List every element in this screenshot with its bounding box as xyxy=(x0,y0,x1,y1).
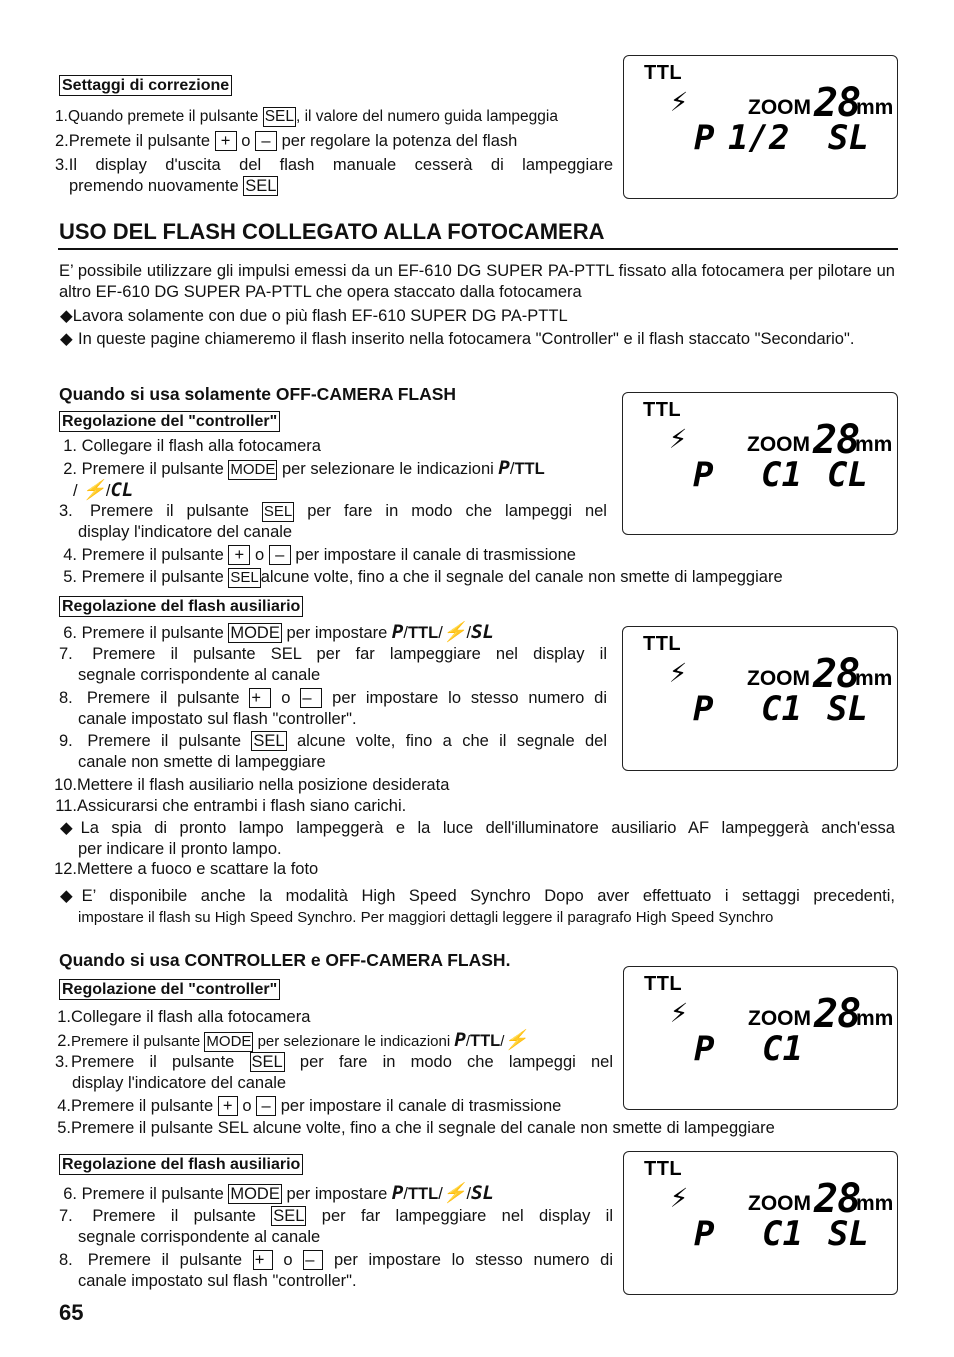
minus-key: – xyxy=(256,1096,276,1116)
diamond-icon: ◆ xyxy=(60,330,73,348)
corr-step-1: 1.Quando premete il pulsante SEL , il valore del numero guida lampeggia xyxy=(55,108,558,125)
corr-step-2: 2.Premete il pulsante + o – per regolare la potenza del flash xyxy=(55,132,518,150)
a-step-8: 8. Premere il pulsante + o – per impostare lo stesso numero di canale impostato sul flash "controller". xyxy=(59,689,608,728)
flash-wireless-icon: ⚡ xyxy=(670,995,689,1030)
a-step-9: 9. Premere il pulsante SEL alcune volte, fino a che il segnale del canale non smette di lampeggiare xyxy=(59,732,607,771)
a-step-1: 1. Collegare il flash alla fotocamera xyxy=(63,437,321,455)
sel-key: SEL xyxy=(273,1207,305,1225)
flash-wireless-icon: ⚡ xyxy=(669,655,688,690)
b-step-1: 1.Collegare il flash alla fotocamera xyxy=(57,1008,311,1026)
a-step-6: 6. Premere il pulsante MODE per impostare P/TTL/⚡/SL xyxy=(63,621,494,643)
lcd-display-5: TTL ⚡ ZOOM 28 mm P C1 SL xyxy=(623,1151,898,1295)
flash-wireless-icon: ⚡ xyxy=(442,1182,467,1204)
aux-header-2: Regolazione del flash ausiliario xyxy=(59,1154,303,1175)
a-step-3: 3. Premere il pulsante SEL per fare in modo che lampeggi nel display l'indicatore del canale xyxy=(59,502,607,541)
bullet-4: ◆E’ disponibile anche la modalità High Speed Synchro Dopo aver effettuato i settaggi precedenti, impostare il flash su High Speed Synchro. Per maggiori dettagli leggere il paragrafo High Speed Synchro xyxy=(60,887,895,926)
a-step-2-cont: / ⚡/CL xyxy=(73,479,134,501)
b-step-5: 5.Premere il pulsante SEL alcune volte, fino a che il segnale del canale non smette di lampeggiare xyxy=(57,1119,775,1137)
plus-key: + xyxy=(218,1096,238,1116)
sel-key: SEL xyxy=(263,503,293,520)
mode-key: MODE xyxy=(230,1185,280,1203)
b-step-2: 2.Premere il pulsante MODE per selezionare le indicazioni P/TTL/⚡ xyxy=(57,1029,529,1051)
flash-wireless-icon: ⚡ xyxy=(82,479,106,501)
sel-key: SEL xyxy=(245,177,277,195)
mode-key: MODE xyxy=(230,461,276,478)
mode-key: MODE xyxy=(230,624,280,642)
sel-key: SEL xyxy=(253,732,285,750)
correction-header: Settaggi di correzione xyxy=(59,75,232,96)
controller-header-2: Regolazione del "controller" xyxy=(59,979,280,1000)
flash-wireless-icon: ⚡ xyxy=(670,1180,689,1215)
b-step-8: 8. Premere il pulsante + o – per impostare lo stesso numero di canale impostato sul flash "controller". xyxy=(59,1251,613,1290)
section-title: USO DEL FLASH COLLEGATO ALLA FOTOCAMERA xyxy=(59,219,605,244)
diamond-icon: ◆ xyxy=(60,307,73,325)
sel-key: SEL xyxy=(251,1053,283,1071)
subtitle-off-camera: Quando si usa solamente OFF-CAMERA FLASH xyxy=(59,384,457,404)
corr-step-3: 3.Il display d'uscita del flash manuale cesserà di lampeggiare premendo nuovamente SEL xyxy=(55,156,613,195)
flash-wireless-icon: ⚡ xyxy=(442,621,467,643)
b-step-6: 6. Premere il pulsante MODE per impostare P/TTL/⚡/SL xyxy=(63,1182,494,1204)
flash-wireless-icon: ⚡ xyxy=(504,1029,529,1051)
page-number: 65 xyxy=(59,1300,84,1325)
sel-key: SEL xyxy=(230,569,259,586)
lcd-display-3: TTL ⚡ ZOOM 28 mm P C1 SL xyxy=(622,626,898,771)
a-step-2: 2. Premere il pulsante MODE per selezionare le indicazioni P/TTL xyxy=(63,457,545,479)
flash-wireless-icon: ⚡ xyxy=(670,84,689,119)
b-step-3: 3. Premere il pulsante SEL per fare in modo che lampeggi nel display l'indicatore del canale xyxy=(55,1053,613,1092)
flash-wireless-icon: ⚡ xyxy=(669,421,688,456)
a-step-7: 7. Premere il pulsante SEL per far lampeggiare nel display il segnale corrispondente al canale xyxy=(59,645,607,684)
lcd-display-2: TTL ⚡ ZOOM 28 mm P C1 CL xyxy=(622,392,898,535)
intro-paragraph: E’ possibile utilizzare gli impulsi emessi da un EF-610 DG SUPER PA-PTTL fissato alla fotocamera per pilotare un altro EF-610 DG SUPER PA-PTTL che opera staccato dalla fotocamera xyxy=(59,262,895,301)
a-step-5: 5. Premere il pulsante SEL alcune volte, fino a che il segnale del canale non smette di lampeggiare xyxy=(63,568,783,586)
minus-key: – xyxy=(255,131,277,151)
minus-key: – xyxy=(269,545,291,565)
a-step-11: 11.Assicurarsi che entrambi i flash siano carichi. xyxy=(55,797,407,815)
b-step-7: 7. Premere il pulsante SEL per far lampeggiare nel display il segnale corrispondente al canale xyxy=(59,1207,614,1246)
bullet-1: ◆Lavora solamente con due o più flash EF-610 SUPER DG PA-PTTL xyxy=(60,307,568,325)
lcd-display-1: TTL ⚡ ZOOM 28 mm P 1/2 SL xyxy=(623,55,898,199)
controller-header: Regolazione del "controller" xyxy=(59,411,280,432)
mode-key: MODE xyxy=(206,1033,252,1050)
aux-header: Regolazione del flash ausiliario xyxy=(59,596,303,617)
sel-key: SEL xyxy=(264,108,294,125)
title-rule xyxy=(58,248,898,250)
bullet-2: ◆ In queste pagine chiameremo il flash inserito nella fotocamera "Controller" e il flash staccato "Secondario". xyxy=(60,330,855,348)
plus-key: + xyxy=(215,131,237,151)
subtitle-controller: Quando si usa CONTROLLER e OFF-CAMERA FLASH. xyxy=(59,950,511,970)
lcd-display-4: TTL ⚡ ZOOM 28 mm P C1 xyxy=(623,966,898,1110)
diamond-icon: ◆ xyxy=(60,887,82,905)
diamond-icon: ◆ xyxy=(60,819,81,837)
bullet-3: ◆La spia di pronto lampo lampeggerà e la luce dell'illuminatore ausiliario AF lampeggerà anch'essa per indicare il pronto lampo. xyxy=(60,819,895,858)
a-step-10: 10.Mettere il flash ausiliario nella posizione desiderata xyxy=(54,776,450,794)
plus-key: + xyxy=(228,545,250,565)
a-step-12: 12.Mettere a fuoco e scattare la foto xyxy=(54,860,319,878)
a-step-4: 4. Premere il pulsante + o – per impostare il canale di trasmissione xyxy=(63,546,576,564)
b-step-4: 4.Premere il pulsante + o – per impostare il canale di trasmissione xyxy=(57,1097,562,1115)
